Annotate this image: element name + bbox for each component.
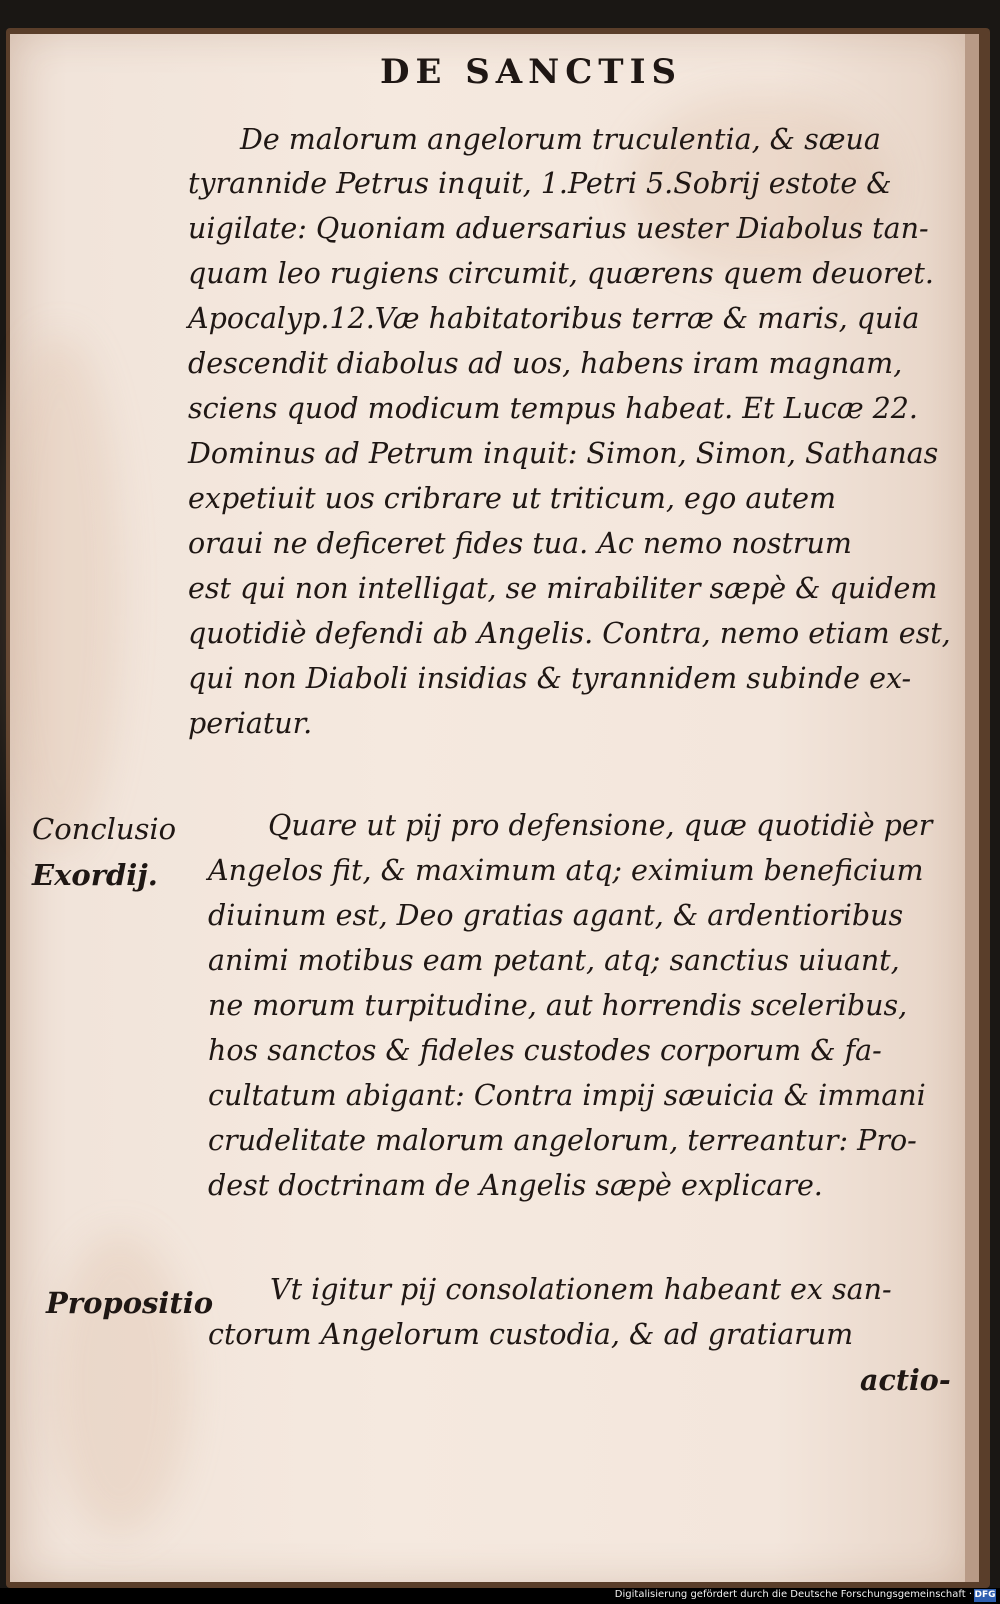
text-line: De malorum angelorum truculentia, & sæua [240, 123, 881, 156]
text-line: hos sanctos & fideles custodes corporum & fa- [208, 1034, 882, 1067]
text-line: cultatum abigant: Contra impij sæuicia & immani [208, 1079, 926, 1112]
text-line: expetiuit uos cribrare ut triticum, ego autem [188, 482, 837, 515]
running-title: DE SANCTIS [380, 52, 683, 92]
text-line: dest doctrinam de Angelis sæpè explicare. [208, 1169, 823, 1202]
text-line: Quare ut pij pro defensione, quæ quotidiè per [268, 809, 933, 842]
text-line: descendit diabolus ad uos, habens iram magnam, [188, 347, 903, 380]
paper-stain [0, 334, 120, 854]
text-line: ne morum turpitudine, aut horrendis sceleribus, [208, 989, 908, 1022]
text-line: periatur. [188, 707, 313, 740]
margin-note-propositio: Propositio [46, 1286, 214, 1320]
text-line: qui non Diaboli insidias & tyrannidem subinde ex- [188, 662, 912, 695]
catchword: actio- [860, 1363, 951, 1397]
text-line: uigilate: Quoniam aduersarius uester Diabolus tan- [188, 212, 929, 245]
text-line: quam leo rugiens circumit, quærens quem deuoret. [188, 257, 934, 290]
digitization-credit: Digitalisierung gefördert durch die Deutsche Forschungsgemeinschaft · [614, 1589, 972, 1600]
text-line: oraui ne deficeret fides tua. Ac nemo nostrum [188, 527, 852, 560]
text-line: sciens quod modicum tempus habeat. Et Lucæ 22. [188, 392, 918, 425]
text-line: diuinum est, Deo gratias agant, & ardentioribus [208, 899, 904, 932]
text-line: est qui non intelligat, se mirabiliter sæpè & quidem [188, 572, 938, 605]
margin-note-conclusio: Conclusio [32, 812, 177, 846]
text-line: Apocalyp.12.Væ habitatoribus terræ & maris, quia [188, 302, 920, 335]
text-line: animi motibus eam petant, atq; sanctius uiuant, [208, 944, 900, 977]
margin-note-exordij: Exordij. [32, 858, 158, 892]
text-line: ctorum Angelorum custodia, & ad gratiarum [208, 1318, 854, 1351]
text-line: crudelitate malorum angelorum, terreantur: Pro- [208, 1124, 917, 1157]
text-line: Angelos fit, & maximum atq; eximium beneficium [208, 854, 924, 887]
text-line: Dominus ad Petrum inquit: Simon, Simon, Sathanas [188, 437, 939, 470]
paper-stain [50, 1234, 190, 1534]
text-line: tyrannide Petrus inquit, 1.Petri 5.Sobrij estote & [188, 167, 892, 200]
dfg-logo: DFG [974, 1590, 996, 1600]
text-line: quotidiè defendi ab Angelis. Contra, nemo etiam est, [188, 617, 951, 650]
text-line: Vt igitur pij consolationem habeant ex san- [270, 1273, 892, 1306]
